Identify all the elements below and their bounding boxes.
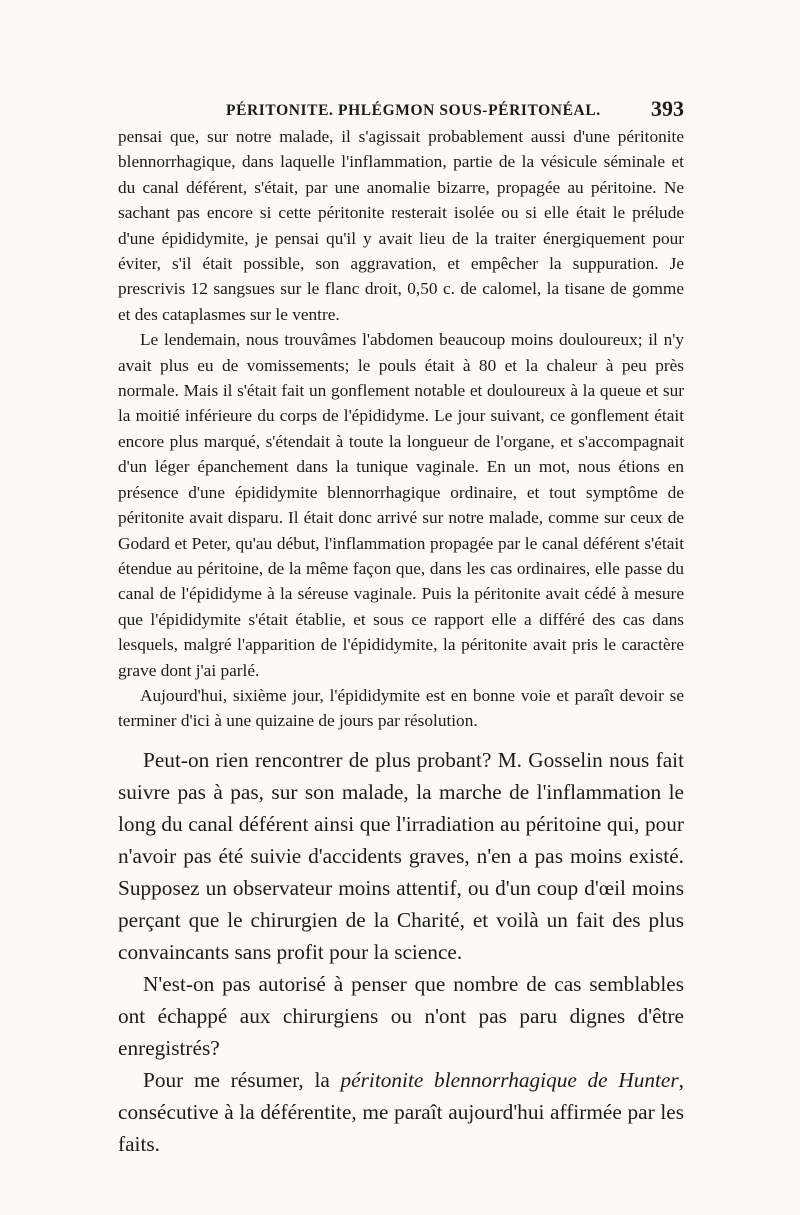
page-header xyxy=(118,96,684,122)
commentary-text-before: Pour me résumer, la xyxy=(143,1068,341,1092)
author-commentary xyxy=(118,744,684,1160)
quote-paragraph-2: Le lendemain, nous trouvâmes l'abdomen beaucoup moins douloureux; il n'y avait plus eu de vomissements; le pouls était à 80 et la chaleur à peu près normale. Mais il s'était fait un gonflement notable et douloureux à la queue et sur la moitié inférieure du corps de l'épididyme. Le jour suivant, ce gonflement était encore plus marqué, s'étendait à toute la longueur de l'organe, et s'accompagnait d'un léger épanchement dans la tunique vaginale. En un mot, nous étions en présence d'une épididymite blennorrhagique ordinaire, et tout symptôme de péritonite avait disparu. Il était donc arrivé sur notre malade, comme sur ceux de Godard et Peter, qu'au début, l'inflammation propagée par le canal déférent s'était étendue au péritoine, de la même façon que, dans les cas ordinaires, elle passe du canal de l'épididyme à la séreuse vaginale. Puis la péritonite avait cédé à mesure que l'épididymite s'était établie, et sous ce rapport elle a différé des cas dans lesquels, malgré l'apparition de l'épididymite, la péritonite avait pris le caractère grave dont j'ai parlé. xyxy=(118,330,684,680)
commentary-paragraph-1: Peut-on rien rencontrer de plus probant? M. Gosselin nous fait suivre pas à pas, sur son malade, la marche de l'inflammation le long du canal déférent ainsi que l'irradiation au péritoine qui, pour n'avoir pas été suivie d'accidents graves, n'en a pas moins existé. Supposez un observateur moins attentif, ou d'un coup d'œil moins perçant que le chirurgien de la Charité, et voilà un fait des plus convaincants sans profit pour la science. xyxy=(118,748,684,964)
commentary-paragraph-2: N'est-on pas autorisé à penser que nombre de cas semblables ont échappé aux chirurgiens ou n'ont pas paru dignes d'être enregistrés? xyxy=(118,972,684,1060)
commentary-italic-term: péritonite blennorrhagique de Hunter xyxy=(340,1068,679,1092)
commentary-text-after: , consécutive à la déférentite, me paraît aujourd'hui affirmée par les faits. xyxy=(118,1068,684,1156)
running-title: PÉRITONITE. PHLÉGMON SOUS-PÉRITONÉAL. xyxy=(226,102,601,119)
quote-paragraph-3: Aujourd'hui, sixième jour, l'épididymite est en bonne voie et paraît devoir se terminer d'ici à une quizaine de jours par résolution. xyxy=(118,685,684,731)
quoted-observation xyxy=(118,124,684,734)
commentary-paragraph-3 xyxy=(118,1064,684,1160)
quote-paragraph-1: pensai que, sur notre malade, il s'agissait probablement aussi d'une péritonite blennorrhagique, dans laquelle l'inflammation, partie de la vésicule séminale et du canal déférent, s'était, par une anomalie bizarre, propagée au péritoine. Ne sachant pas encore si cette péritonite resterait isolée ou si elle était le prélude d'une épididymite, je pensai qu'il y avait lieu de la traiter énergiquement pour éviter, s'il était possible, son aggravation, et empêcher la suppuration. Je prescrivis 12 sangsues sur le flanc droit, 0,50 c. de calomel, la tisane de gomme et des cataplasmes sur le ventre. xyxy=(118,127,684,324)
page-number: 393 xyxy=(651,96,684,121)
